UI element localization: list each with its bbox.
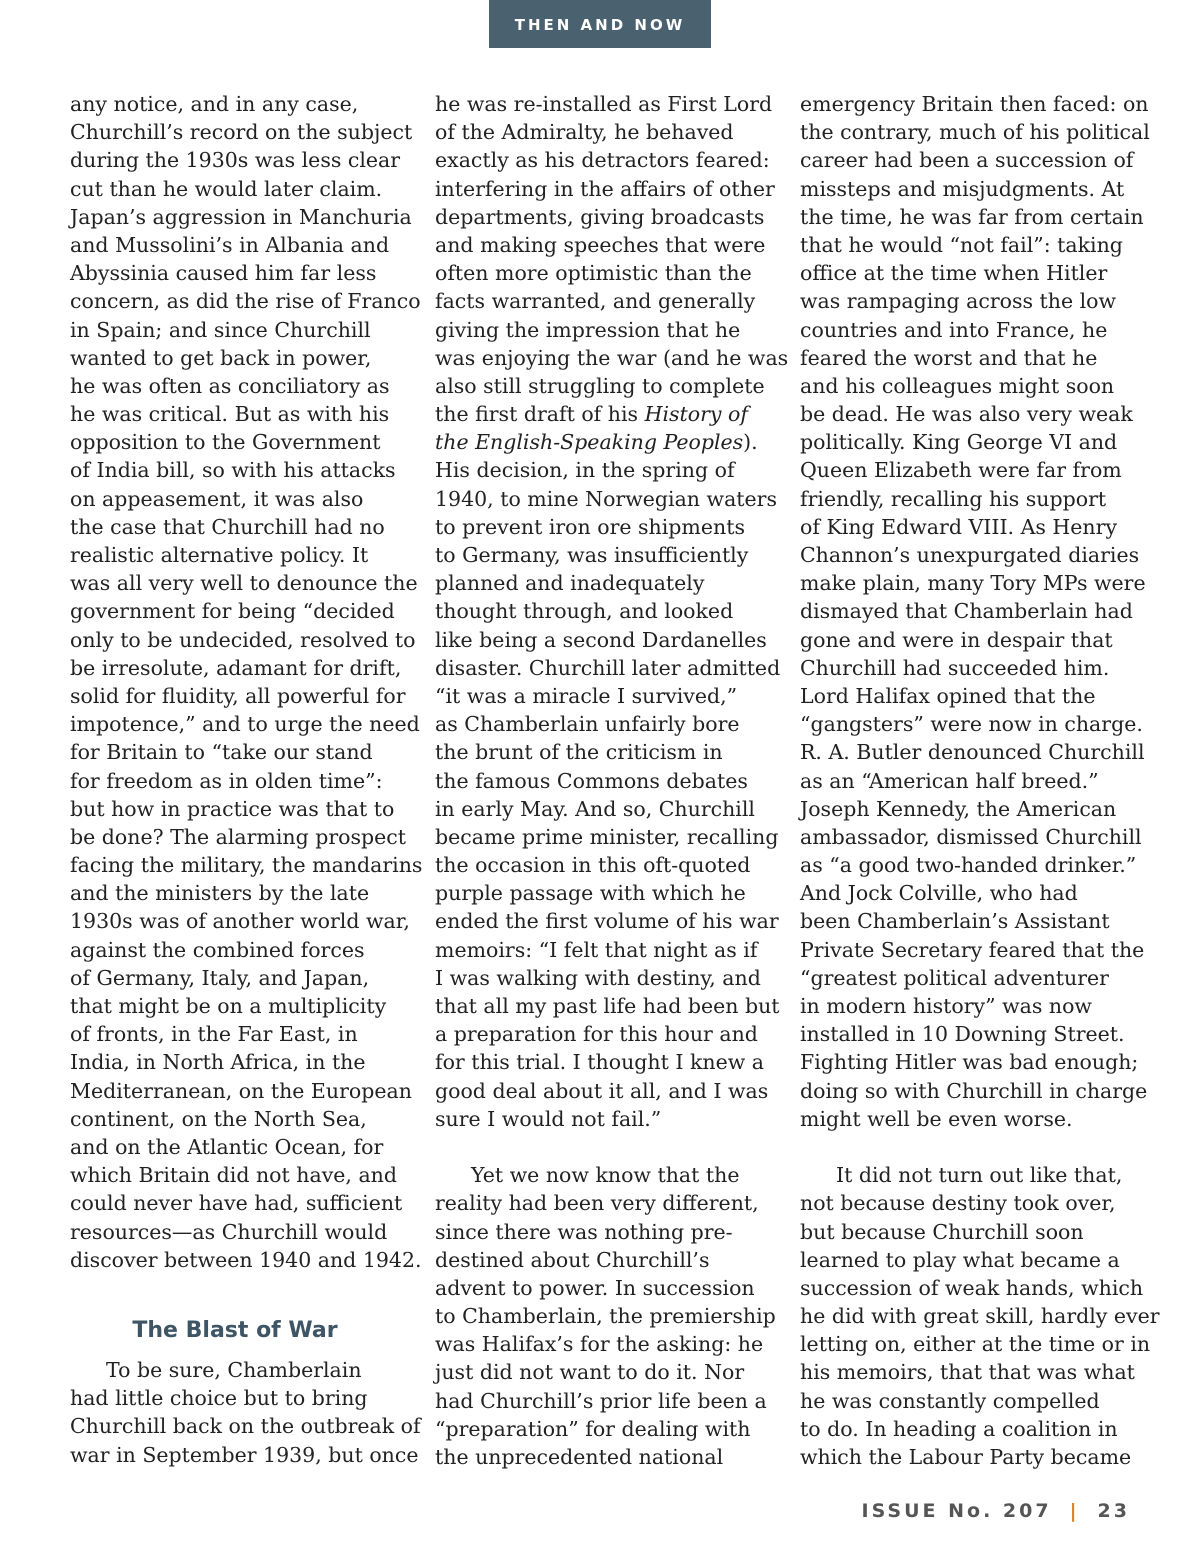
text-line: a preparation for this hour and — [435, 1022, 758, 1047]
text-line: he was often as conciliatory as — [70, 373, 390, 398]
text-line: that all my past life had been but — [435, 994, 780, 1018]
col2-paragraph-1a — [435, 90, 789, 400]
text-line: but because Churchill soon — [800, 1219, 1084, 1244]
text-line: “greatest political adventurer — [800, 965, 1109, 990]
text-line: of King Edward VIII. As Henry — [800, 514, 1118, 539]
text-line: “gangsters” were now in charge. — [800, 712, 1143, 737]
text-line: in modern history” was now — [800, 994, 1092, 1018]
col2-paragraph-1b — [435, 456, 781, 1133]
text-line: opposition to the Government — [70, 430, 381, 455]
text-line: was all very well to denounce the — [70, 571, 418, 596]
text-line: might well be even worse. — [800, 1106, 1073, 1131]
text-line: discover between 1940 and 1942. — [70, 1247, 422, 1272]
text-line: to Germany, was insufficiently — [435, 543, 749, 567]
text-line: on appeasement, it was also — [70, 486, 364, 511]
text-line: And Jock Colville, who had — [800, 881, 1078, 906]
text-line: make plain, many Tory MPs were — [800, 571, 1146, 596]
text-line: since there was nothing pre- — [435, 1219, 733, 1244]
text-line: reality had been very different, — [435, 1191, 759, 1216]
text-line: succession of weak hands, which — [800, 1275, 1144, 1300]
col1-paragraph-1 — [70, 90, 423, 1274]
text-line: planned and inadequately — [435, 571, 705, 596]
text-line: Channon’s unexpurgated diaries — [800, 543, 1140, 567]
text-line: government for being “decided — [70, 599, 395, 624]
text-line: Private Secretary feared that the — [800, 937, 1145, 962]
text-line: 1940, to mine Norwegian waters — [435, 486, 777, 511]
text-line: he was critical. But as with his — [70, 402, 390, 427]
text-line: was rampaging across the low — [800, 289, 1117, 314]
text-line: the unprecedented national — [435, 1445, 724, 1469]
text-line: continent, on the North Sea, — [70, 1106, 367, 1131]
text-line: His decision, in the spring of — [435, 458, 735, 483]
text-line: had Churchill’s prior life been a — [435, 1388, 767, 1413]
text-line: of the Admiralty, he behaved — [435, 120, 734, 145]
text-line: the brunt of the criticism in — [435, 740, 723, 765]
text-line: which the Labour Party became — [800, 1445, 1132, 1469]
text-line — [435, 428, 765, 456]
text-line: like being a second Dardanelles — [435, 627, 767, 652]
text-line: resources—as Churchill would — [70, 1219, 388, 1244]
text-line: in Spain; and since Churchill — [70, 317, 371, 342]
text-line: gone and were in despair that — [800, 627, 1113, 652]
column-1 — [70, 90, 423, 1469]
text-line: thought through, and looked — [435, 599, 734, 624]
text-line: Joseph Kennedy, the American — [800, 796, 1117, 821]
text-line: just did not want to do it. Nor — [435, 1360, 745, 1385]
text-span: the first draft of his — [435, 402, 645, 427]
text-line: was Halifax’s for the asking: he — [435, 1332, 764, 1357]
text-line: installed in 10 Downing Street. — [800, 1022, 1125, 1047]
text-line: sure I would not fail.” — [435, 1106, 662, 1131]
text-line: countries and into France, he — [800, 317, 1108, 342]
subheading: The Blast of War — [132, 1318, 338, 1344]
text-line: be irresolute, adamant for drift, — [70, 655, 402, 680]
column-3 — [800, 90, 1160, 1471]
text-line: for Britain to “take our stand — [70, 740, 373, 765]
text-line: war in September 1939, but once — [70, 1442, 419, 1467]
col1-paragraph-2 — [70, 1356, 421, 1469]
text-line: and making speeches that were — [435, 232, 766, 257]
text-line: been Chamberlain’s Assistant — [800, 909, 1110, 934]
text-line: but how in practice was that to — [70, 796, 395, 821]
text-line: exactly as his detractors feared: — [435, 148, 770, 173]
text-line: It did not turn out like that, — [836, 1163, 1123, 1188]
text-line: facts warranted, and generally — [435, 289, 756, 314]
text-line: To be sure, Chamberlain — [106, 1358, 362, 1383]
text-line: impotence,” and to urge the need — [70, 712, 420, 737]
text-line: Japan’s aggression in Manchuria — [70, 204, 412, 229]
text-line: “it was a miracle I survived,” — [435, 683, 738, 708]
text-line: could never have had, sufficient — [70, 1191, 403, 1216]
text-line: office at the time when Hitler — [800, 261, 1108, 286]
text-line: departments, giving broadcasts — [435, 204, 765, 229]
text-line: solid for fluidity, all powerful for — [70, 683, 406, 708]
text-line: “preparation” for dealing with — [435, 1416, 751, 1441]
text-span: ). — [743, 430, 758, 455]
text-line: was enjoying the war (and he was — [435, 345, 789, 370]
text-line: concern, as did the rise of Franco — [70, 289, 421, 314]
text-line: be done? The alarming prospect — [70, 824, 406, 849]
text-line: India, in North Africa, in the — [70, 1050, 366, 1075]
text-line: letting on, either at the time or in — [800, 1332, 1151, 1357]
col3-paragraph-2 — [800, 1161, 1160, 1471]
text-line: I was walking with destiny, and — [435, 965, 761, 990]
text-line: cut than he would later claim. — [70, 176, 383, 201]
footer-separator: | — [1069, 1500, 1080, 1522]
text-line: that might be on a multiplicity — [70, 994, 387, 1018]
text-line: which Britain did not have, and — [70, 1163, 397, 1188]
text-line: of Germany, Italy, and Japan, — [70, 965, 370, 990]
text-line: disaster. Churchill later admitted — [435, 655, 781, 680]
text-line: friendly, recalling his support — [800, 486, 1107, 511]
text-line — [435, 400, 765, 428]
text-line: that he would “not fail”: taking — [800, 232, 1123, 257]
text-line: the contrary, much of his political — [800, 120, 1150, 145]
text-line: the occasion in this oft-quoted — [435, 853, 751, 878]
text-line: he was re-installed as First Lord — [435, 92, 773, 116]
text-line: missteps and misjudgments. At — [800, 176, 1125, 201]
book-title: the English-Speaking Peoples — [435, 430, 744, 455]
text-line: wanted to get back in power, — [70, 345, 372, 370]
col2-paragraph-2 — [435, 1161, 776, 1471]
text-line: interfering in the affairs of other — [435, 176, 775, 201]
text-line: Lord Halifax opined that the — [800, 683, 1096, 708]
text-line: he was constantly compelled — [800, 1388, 1100, 1413]
text-line: Abyssinia caused him far less — [70, 261, 377, 286]
text-line: emergency Britain then faced: on — [800, 92, 1149, 116]
text-line: and his colleagues might soon — [800, 373, 1115, 398]
text-line: destined about Churchill’s — [435, 1247, 710, 1272]
text-line: Churchill back on the outbreak of — [70, 1414, 421, 1439]
text-line: ambassador, dismissed Churchill — [800, 824, 1142, 849]
text-line: not because destiny took over, — [800, 1191, 1116, 1216]
text-line: facing the military, the mandarins — [70, 853, 423, 878]
text-line: Yet we now know that the — [471, 1163, 740, 1188]
text-line: and Mussolini’s in Albania and — [70, 232, 390, 257]
text-line: career had been a succession of — [800, 148, 1134, 173]
text-line: only to be undecided, resolved to — [70, 627, 416, 652]
text-line: during the 1930s was less clear — [70, 148, 401, 173]
text-line: in early May. And so, Churchill — [435, 796, 755, 821]
text-line: to do. In heading a coalition in — [800, 1416, 1118, 1441]
text-line: 1930s was of another world war, — [70, 909, 410, 934]
text-line: advent to power. In succession — [435, 1275, 755, 1300]
text-line: Mediterranean, on the European — [70, 1078, 412, 1103]
text-line: to prevent iron ore shipments — [435, 514, 745, 539]
text-line: had little choice but to bring — [70, 1386, 368, 1411]
text-line: as an “American half breed.” — [800, 768, 1099, 793]
section-title: THEN AND NOW — [514, 16, 686, 34]
text-line: Fighting Hitler was bad enough; — [800, 1050, 1139, 1075]
text-line: and the ministers by the late — [70, 881, 370, 906]
text-line: be dead. He was also very weak — [800, 402, 1133, 427]
text-line: for freedom as in olden time”: — [70, 768, 383, 793]
text-line: Churchill’s record on the subject — [70, 120, 413, 145]
text-line: became prime minister, recalling — [435, 824, 779, 849]
text-line: against the combined forces — [70, 937, 365, 962]
text-line: ended the first volume of his war — [435, 909, 779, 934]
text-line: good deal about it all, and I was — [435, 1078, 769, 1103]
text-line: his memoirs, that that was what — [800, 1360, 1135, 1385]
text-line: also still struggling to complete — [435, 373, 765, 398]
text-line: as Chamberlain unfairly bore — [435, 712, 740, 737]
text-line: R. A. Butler denounced Churchill — [800, 740, 1145, 765]
text-line: politically. King George VI and — [800, 430, 1118, 455]
text-line: giving the impression that he — [435, 317, 741, 342]
text-line: realistic alternative policy. It — [70, 543, 369, 567]
text-line: as “a good two-handed drinker.” — [800, 853, 1137, 878]
col3-paragraph-1 — [800, 90, 1150, 1133]
text-line: he did with great skill, hardly ever — [800, 1304, 1160, 1329]
text-line: Queen Elizabeth were far from — [800, 458, 1122, 483]
issue-number: ISSUE No. 207 — [861, 1500, 1052, 1522]
text-line: any notice, and in any case, — [70, 92, 359, 116]
text-line: and on the Atlantic Ocean, for — [70, 1134, 384, 1159]
text-line: dismayed that Chamberlain had — [800, 599, 1133, 624]
text-line: purple passage with which he — [435, 881, 746, 906]
text-line: of India bill, so with his attacks — [70, 458, 396, 483]
text-line: the time, he was far from certain — [800, 204, 1144, 229]
page-footer — [862, 1500, 1130, 1522]
text-line: learned to play what became a — [800, 1247, 1120, 1272]
text-line: memoirs: “I felt that night as if — [435, 937, 758, 962]
text-line: for this trial. I thought I knew a — [435, 1050, 765, 1075]
section-header-tab — [489, 0, 711, 48]
text-line: the case that Churchill had no — [70, 514, 385, 539]
text-line: to Chamberlain, the premiership — [435, 1304, 776, 1329]
column-2 — [435, 90, 789, 1471]
text-line: often more optimistic than the — [435, 261, 752, 286]
book-title: History of — [644, 402, 748, 427]
text-line: of fronts, in the Far East, in — [70, 1022, 358, 1047]
text-line: feared the worst and that he — [800, 345, 1098, 370]
text-line: the famous Commons debates — [435, 768, 748, 793]
page-number: 23 — [1097, 1500, 1130, 1522]
text-line: Churchill had succeeded him. — [800, 655, 1110, 680]
text-line: doing so with Churchill in charge — [800, 1078, 1148, 1103]
